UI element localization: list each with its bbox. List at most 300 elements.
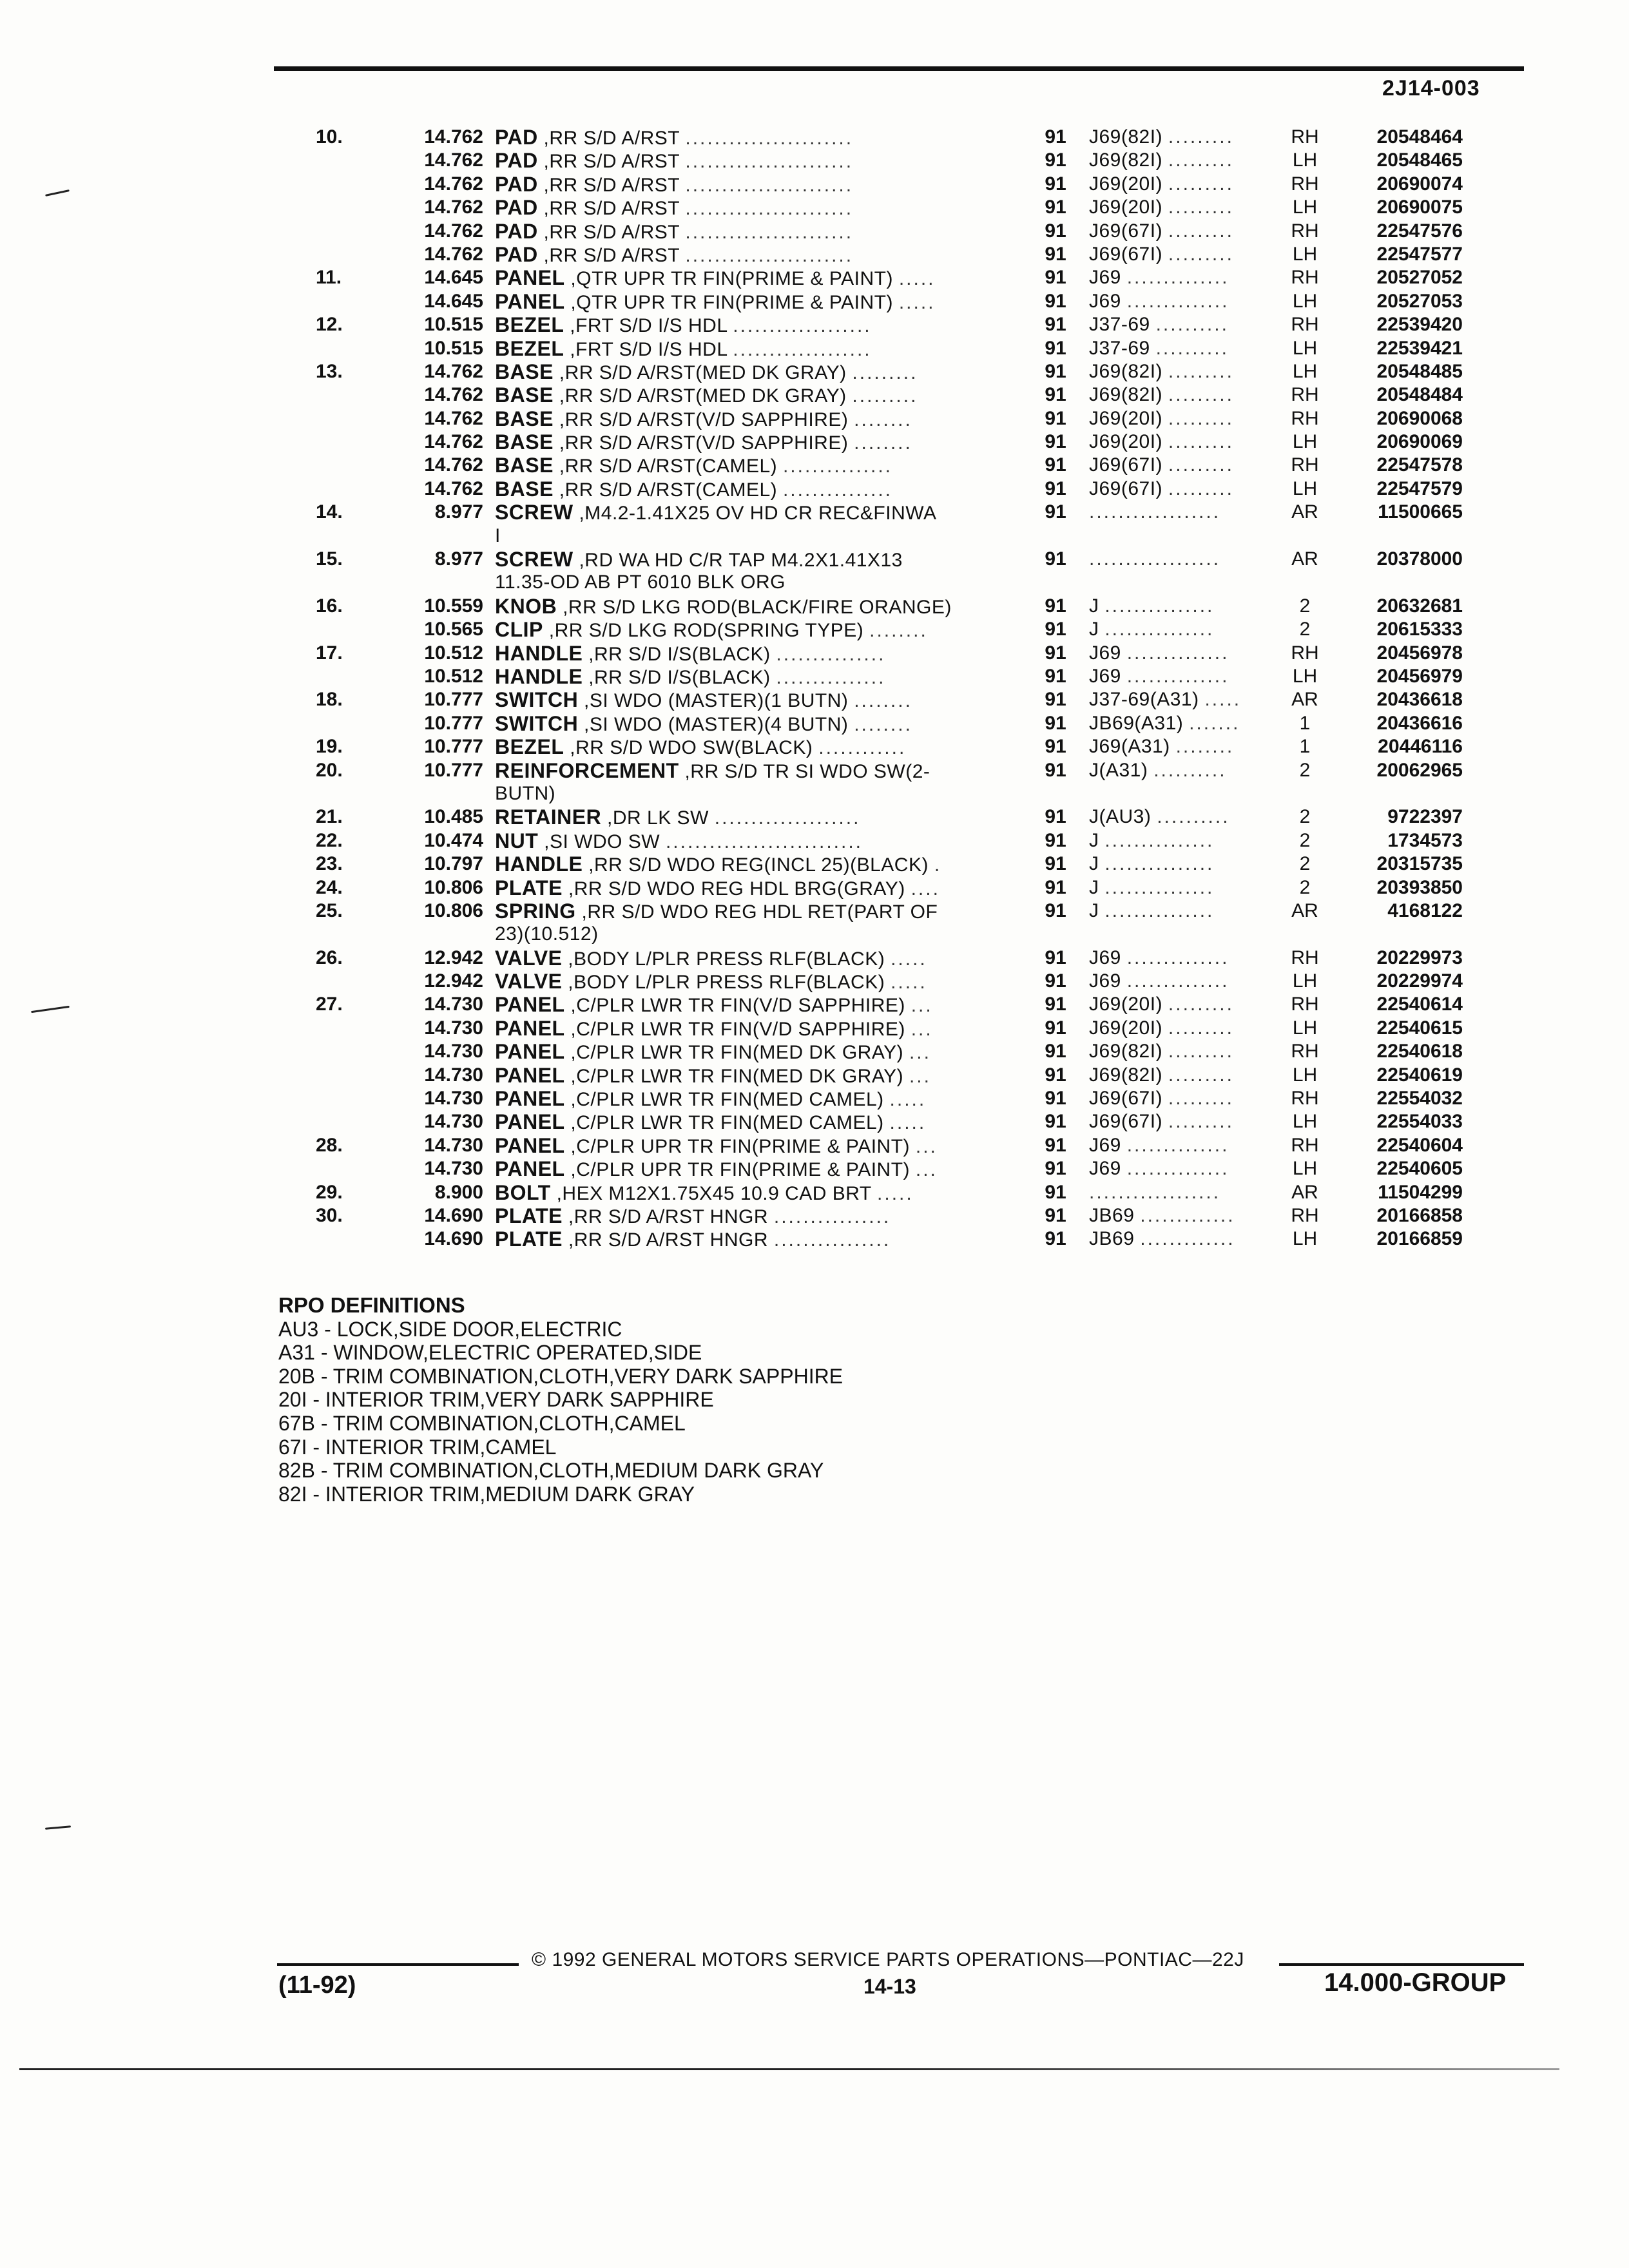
item-number (316, 1158, 393, 1181)
group-number: 10.777 (424, 759, 483, 781)
leader-dots: .... (911, 878, 940, 899)
group-number (393, 923, 495, 947)
part-name: PANEL (495, 1064, 565, 1087)
part-description (495, 689, 1030, 712)
rpo-item: 20B - TRIM COMBINATION,CLOTH,VERY DARK SAPPHIRE (278, 1364, 843, 1388)
part-number: 20062965 (1376, 759, 1463, 781)
quantity: 1 (1299, 736, 1311, 758)
part-description (495, 736, 1030, 759)
group-number: 14.730 (424, 1064, 483, 1086)
part-desc: ,SI WDO SW (544, 831, 660, 852)
leader-dots: ........................... (665, 831, 863, 852)
part-desc: ,C/PLR LWR TR FIN(V/D SAPPHIRE) (570, 1018, 905, 1040)
application (1081, 478, 1276, 501)
table-row (316, 338, 1463, 361)
application (1081, 1111, 1276, 1134)
part-number: 20548485 (1376, 360, 1463, 382)
quantity: RH (1291, 1088, 1319, 1110)
part-desc: ,RR S/D WDO SW(BLACK) (570, 737, 813, 759)
model-year (1030, 923, 1081, 947)
leader-dots: .................... (714, 807, 861, 829)
application (1081, 619, 1276, 642)
application (1081, 384, 1276, 407)
part-desc: ,FRT S/D I/S HDL (570, 315, 728, 337)
leader-dots: .................. (1089, 501, 1221, 523)
part-name: KNOB (495, 595, 557, 618)
part-desc: ,RR S/D WDO REG(INCL 25)(BLACK) (588, 854, 929, 876)
group-number: 10.512 (424, 665, 483, 687)
item-number: 25. (316, 899, 343, 921)
part-desc: ,C/PLR LWR TR FIN(MED CAMEL) (570, 1089, 884, 1111)
part-desc: ,RR S/D A/RST (543, 128, 680, 149)
item-number (316, 220, 393, 244)
part-desc: ,RD WA HD C/R TAP M4.2X1.41X13 (579, 550, 903, 572)
table-row (316, 548, 1463, 572)
part-description (495, 478, 1030, 501)
page-number: 14-13 (863, 1975, 916, 1998)
group-number: 14.762 (424, 407, 483, 429)
quantity: LH (1292, 1064, 1318, 1086)
item-number (316, 970, 393, 994)
quantity: RH (1291, 1041, 1319, 1062)
model-year (1030, 525, 1081, 548)
model-year: 91 (1045, 806, 1066, 828)
item-number (316, 291, 393, 314)
part-name: PLATE (495, 1228, 563, 1251)
table-row-continuation (316, 923, 1463, 947)
quantity: RH (1291, 454, 1319, 476)
table-row (316, 1064, 1463, 1088)
leader-dots: ....................... (685, 128, 854, 149)
quantity: LH (1292, 360, 1318, 382)
part-desc: ,RR S/D A/RST(V/D SAPPHIRE) (559, 432, 849, 454)
group-number: 14.730 (424, 1134, 483, 1156)
table-row (316, 947, 1463, 970)
leader-dots: ......... (1168, 126, 1234, 148)
application-code: J(AU3) (1089, 806, 1152, 828)
part-desc: ,RR S/D A/RST(MED DK GRAY) (559, 385, 847, 407)
part-desc: ,DR LK SW (607, 807, 709, 829)
part-name: PANEL (495, 290, 565, 313)
part-name: PLATE (495, 1204, 563, 1227)
leader-dots: ... (909, 1065, 931, 1087)
item-number: 19. (316, 736, 343, 758)
quantity: LH (1292, 431, 1318, 453)
application-code: J69(82I) (1089, 360, 1163, 382)
leader-dots: ............... (1104, 876, 1215, 898)
item-number: 15. (316, 548, 343, 570)
quantity: RH (1291, 267, 1319, 289)
part-name: BASE (495, 431, 554, 454)
leader-dots: .............. (1126, 665, 1229, 687)
quantity: LH (1292, 1228, 1318, 1250)
part-number: 20527052 (1376, 267, 1463, 289)
leader-dots: .............. (1126, 267, 1229, 289)
quantity: LH (1292, 290, 1318, 312)
leader-dots: ......... (1168, 1041, 1234, 1062)
leader-dots: ................ (773, 1229, 891, 1251)
model-year: 91 (1045, 548, 1066, 570)
rpo-item: 20I - INTERIOR TRIM,VERY DARK SAPPHIRE (278, 1388, 714, 1412)
leader-dots: ....................... (685, 221, 854, 243)
leader-dots: ............... (1104, 853, 1215, 875)
table-row (316, 1111, 1463, 1134)
application (1081, 291, 1276, 314)
part-number: 22540604 (1376, 1134, 1463, 1156)
model-year: 91 (1045, 1158, 1066, 1180)
part-description (495, 970, 1030, 994)
model-year: 91 (1045, 267, 1066, 289)
part-desc: ,QTR UPR TR FIN(PRIME & PAINT) (570, 291, 893, 313)
quantity: RH (1291, 220, 1319, 242)
quantity: LH (1292, 665, 1318, 687)
part-number: 20548484 (1376, 384, 1463, 406)
part-desc: ,RR S/D LKG ROD(SPRING TYPE) (548, 620, 864, 642)
group-number: 10.565 (424, 619, 483, 640)
table-row (316, 830, 1463, 853)
model-year: 91 (1045, 712, 1066, 734)
part-description (495, 548, 1030, 572)
model-year: 91 (1045, 1111, 1066, 1133)
leader-dots: ......... (1168, 431, 1234, 453)
table-row (316, 595, 1463, 619)
model-year: 91 (1045, 337, 1066, 359)
rpo-item: 82B - TRIM COMBINATION,CLOTH,MEDIUM DARK GRAY (278, 1459, 824, 1483)
leader-dots: . (934, 854, 942, 876)
leader-dots: ........ (854, 713, 912, 735)
part-description (495, 220, 1030, 244)
leader-dots: ..... (891, 948, 927, 970)
part-desc: ,RR S/D TR SI WDO SW(2- (684, 760, 930, 782)
group-number: 14.730 (424, 1017, 483, 1039)
item-number: 10. (316, 126, 343, 148)
table-row (316, 501, 1463, 524)
application (1081, 501, 1276, 524)
item-number: 24. (316, 876, 343, 898)
application (1081, 595, 1276, 619)
group-number (393, 783, 495, 806)
application-code: JB69(A31) (1089, 712, 1184, 734)
part-description (495, 1111, 1030, 1134)
application-code: J69 (1089, 665, 1121, 687)
part-description (495, 806, 1030, 829)
part-name: PANEL (495, 1134, 565, 1157)
application-code: JB69 (1089, 1204, 1135, 1226)
group-number: 14.645 (424, 290, 483, 312)
application-code: J69 (1089, 1134, 1121, 1156)
table-row (316, 760, 1463, 783)
leader-dots: ............... (1104, 619, 1215, 640)
part-number: 20166858 (1376, 1204, 1463, 1226)
part-desc: ,RR S/D I/S(BLACK) (588, 666, 771, 688)
part-number (1334, 783, 1463, 806)
model-year: 91 (1045, 360, 1066, 382)
table-row (316, 689, 1463, 712)
quantity: 2 (1299, 829, 1311, 851)
model-year: 91 (1045, 642, 1066, 664)
part-description (495, 713, 1030, 736)
margin-mark (31, 1006, 70, 1013)
item-number (316, 1064, 393, 1088)
leader-dots: ......... (1168, 477, 1234, 499)
leader-dots: ......... (1168, 1111, 1234, 1133)
quantity (1276, 923, 1334, 947)
model-year: 91 (1045, 829, 1066, 851)
rpo-item: 82I - INTERIOR TRIM,MEDIUM DARK GRAY (278, 1482, 695, 1506)
group-number: 10.797 (424, 853, 483, 875)
application-code: J (1089, 829, 1099, 851)
part-number: 20436616 (1376, 712, 1463, 734)
model-year: 91 (1045, 665, 1066, 687)
application-code: J69(20I) (1089, 407, 1163, 429)
group-number: 14.762 (424, 384, 483, 406)
model-year: 91 (1045, 736, 1066, 758)
table-row (316, 384, 1463, 407)
leader-dots: .......... (1155, 337, 1229, 359)
part-desc: ,C/PLR LWR TR FIN(MED DK GRAY) (570, 1042, 904, 1064)
part-number: 22540614 (1376, 994, 1463, 1015)
quantity: LH (1292, 1158, 1318, 1180)
table-row (316, 619, 1463, 642)
item-number: 18. (316, 689, 343, 711)
rpo-definitions (278, 1294, 843, 1506)
part-description (495, 126, 1030, 149)
model-year: 91 (1045, 994, 1066, 1015)
leader-dots: ..... (889, 1112, 927, 1134)
part-description (495, 384, 1030, 407)
item-number: 20. (316, 759, 343, 781)
group-number (393, 525, 495, 548)
quantity: LH (1292, 1017, 1318, 1039)
rpo-item: A31 - WINDOW,ELECTRIC OPERATED,SIDE (278, 1341, 702, 1365)
leader-dots: ............. (1140, 1204, 1235, 1226)
description-continuation: BUTN) (495, 782, 556, 804)
part-name: PAD (495, 126, 538, 149)
quantity: LH (1292, 243, 1318, 265)
group-number: 10.515 (424, 337, 483, 359)
table-row-continuation (316, 572, 1463, 595)
model-year: 91 (1045, 1017, 1066, 1039)
quantity: RH (1291, 407, 1319, 429)
part-name: BEZEL (495, 337, 564, 360)
part-name: RETAINER (495, 806, 602, 829)
part-desc: ,RR S/D WDO REG HDL RET(PART OF (581, 901, 938, 923)
leader-dots: .............. (1126, 970, 1229, 992)
application (1081, 830, 1276, 853)
part-description (495, 173, 1030, 197)
parts-table (316, 126, 1463, 1252)
model-year: 91 (1045, 220, 1066, 242)
part-number: 22540605 (1376, 1158, 1463, 1180)
application-code: J69(20I) (1089, 994, 1163, 1015)
part-number: 20690068 (1376, 407, 1463, 429)
application (1081, 173, 1276, 197)
model-year: 91 (1045, 454, 1066, 476)
model-year: 91 (1045, 970, 1066, 992)
part-desc: ,BODY L/PLR PRESS RLF(BLACK) (568, 972, 885, 994)
application (1081, 760, 1276, 783)
application (1081, 853, 1276, 876)
part-number: 22540618 (1376, 1041, 1463, 1062)
quantity: AR (1291, 899, 1318, 921)
leader-dots: ......... (1168, 454, 1234, 476)
application (1081, 548, 1276, 572)
leader-dots: ......... (1168, 197, 1234, 218)
table-row (316, 1041, 1463, 1064)
item-number: 14. (316, 501, 343, 523)
table-row (316, 291, 1463, 314)
part-name: PANEL (495, 1111, 565, 1134)
part-description (495, 408, 1030, 431)
application-code: J69(20I) (1089, 1017, 1163, 1039)
item-number (316, 713, 393, 736)
item-number: 28. (316, 1134, 343, 1156)
quantity: 2 (1299, 876, 1311, 898)
part-number: 20632681 (1376, 595, 1463, 617)
quantity: 1 (1299, 712, 1311, 734)
model-year: 91 (1045, 759, 1066, 781)
page-bottom-rule (19, 2068, 1559, 2070)
table-row (316, 431, 1463, 454)
group-number: 10.512 (424, 642, 483, 664)
model-year (1030, 572, 1081, 595)
model-year: 91 (1045, 149, 1066, 171)
part-description (495, 338, 1030, 361)
model-year: 91 (1045, 1181, 1066, 1203)
table-row-continuation (316, 783, 1463, 806)
quantity: 2 (1299, 619, 1311, 640)
application (1081, 314, 1276, 337)
item-number: 30. (316, 1204, 343, 1226)
application (1081, 1017, 1276, 1041)
group-number: 14.762 (424, 243, 483, 265)
item-number (316, 338, 393, 361)
part-number: 22539420 (1376, 314, 1463, 336)
part-description (495, 501, 1030, 524)
quantity: LH (1292, 197, 1318, 218)
application (1081, 877, 1276, 900)
part-number: 20378000 (1376, 548, 1463, 570)
group-number: 10.515 (424, 314, 483, 336)
table-row (316, 314, 1463, 337)
leader-dots: ......... (1168, 173, 1234, 195)
leader-dots: ......... (852, 361, 918, 383)
item-number (316, 1228, 393, 1251)
leader-dots: ..... (1204, 689, 1242, 711)
application-code: J37-69 (1089, 314, 1150, 336)
part-number: 22547576 (1376, 220, 1463, 242)
leader-dots: ......... (1168, 360, 1234, 382)
part-number: 22540619 (1376, 1064, 1463, 1086)
part-number: 20436618 (1376, 689, 1463, 711)
description-continuation: 11.35-OD AB PT 6010 BLK ORG (495, 572, 786, 593)
application-code: J (1089, 619, 1099, 640)
rpo-title: RPO DEFINITIONS (278, 1293, 465, 1317)
quantity: LH (1292, 477, 1318, 499)
application-code: J69 (1089, 947, 1121, 968)
group-number (393, 572, 495, 595)
quantity: 2 (1299, 595, 1311, 617)
header-rule (274, 66, 1524, 71)
item-number: 26. (316, 947, 343, 968)
leader-dots: ... (915, 1135, 938, 1157)
part-name: BASE (495, 477, 554, 501)
item-number: 12. (316, 314, 343, 336)
part-name: HANDLE (495, 665, 583, 688)
application-code: J69 (1089, 642, 1121, 664)
part-desc: ,SI WDO (MASTER)(1 BUTN) (584, 690, 849, 712)
part-desc: ,QTR UPR TR FIN(PRIME & PAINT) (570, 268, 893, 290)
group-number: 14.730 (424, 1158, 483, 1180)
leader-dots: ............... (776, 643, 886, 665)
part-number: 20456978 (1376, 642, 1463, 664)
quantity (1276, 783, 1334, 806)
part-desc: ,RR S/D A/RST(V/D SAPPHIRE) (559, 408, 849, 430)
application-code: J (1089, 595, 1099, 617)
table-row (316, 877, 1463, 900)
model-year: 91 (1045, 243, 1066, 265)
item-number: 21. (316, 806, 343, 828)
item-number (316, 431, 393, 454)
application-code: J69(67I) (1089, 243, 1163, 265)
application (1081, 454, 1276, 477)
part-description (495, 1088, 1030, 1111)
part-number: 20527053 (1376, 290, 1463, 312)
table-row (316, 1088, 1463, 1111)
group-number: 14.762 (424, 360, 483, 382)
application (1081, 1064, 1276, 1088)
application-code: J69(82I) (1089, 149, 1163, 171)
part-name: PAD (495, 173, 538, 196)
table-row (316, 1135, 1463, 1158)
group-number: 14.762 (424, 477, 483, 499)
part-name: SWITCH (495, 689, 579, 712)
leader-dots: ......... (1168, 384, 1234, 406)
application-code: J69(67I) (1089, 1088, 1163, 1110)
table-row (316, 1017, 1463, 1041)
part-description (495, 947, 1030, 970)
application-code: JB69 (1089, 1228, 1135, 1250)
group-number: 14.762 (424, 173, 483, 195)
part-desc: ,RR S/D A/RST (543, 174, 680, 196)
part-desc: ,C/PLR LWR TR FIN(MED CAMEL) (570, 1112, 884, 1134)
description-continuation: I (495, 524, 501, 546)
application-code: J69(67I) (1089, 477, 1163, 499)
application-code: J69 (1089, 1158, 1121, 1180)
item-number (316, 197, 393, 220)
application (1081, 1158, 1276, 1181)
table-row (316, 267, 1463, 290)
leader-dots: .............. (1126, 290, 1229, 312)
application (1081, 689, 1276, 712)
group-number: 14.762 (424, 431, 483, 453)
model-year: 91 (1045, 431, 1066, 453)
model-year: 91 (1045, 1134, 1066, 1156)
item-number: 17. (316, 642, 343, 664)
leader-dots: .......... (1153, 759, 1227, 781)
application-code: J69(67I) (1089, 220, 1163, 242)
part-desc: ,RR S/D A/RST (543, 198, 680, 220)
table-row (316, 1158, 1463, 1181)
leader-dots: .......... (1157, 806, 1230, 828)
part-desc: ,FRT S/D I/S HDL (570, 338, 728, 360)
model-year: 91 (1045, 477, 1066, 499)
application-code: J69(82I) (1089, 384, 1163, 406)
group-number: 14.730 (424, 1041, 483, 1062)
footer-date: (11-92) (278, 1972, 356, 1999)
part-desc: ,RR S/D A/RST (543, 221, 680, 243)
part-number: 20690075 (1376, 197, 1463, 218)
